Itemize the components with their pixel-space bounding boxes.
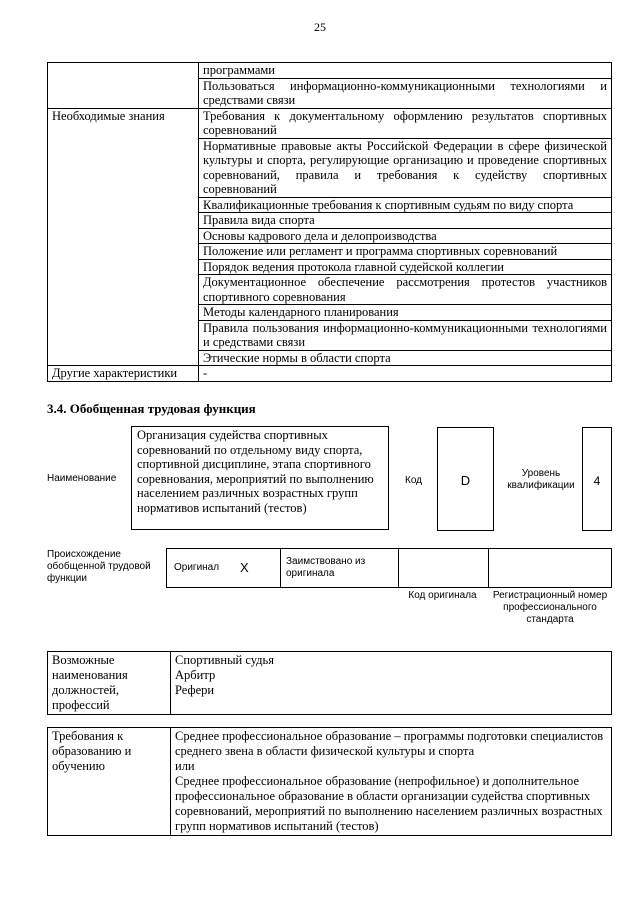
knowledge-skills-table	[47, 62, 612, 382]
original-mark: X	[240, 560, 249, 575]
divider	[280, 549, 281, 587]
list-item: программами	[199, 63, 612, 79]
table-row	[48, 108, 612, 138]
code-label: Код	[405, 475, 423, 486]
list-item: Квалификационные требования к спортивным судьям по виду спорта	[199, 197, 612, 213]
list-item: Порядок ведения протокола главной судейской коллегии	[199, 259, 612, 275]
divider	[488, 549, 489, 587]
divider	[398, 549, 399, 587]
list-item: Спортивный судья	[175, 653, 274, 667]
list-item: Этические нормы в области спорта	[199, 350, 612, 366]
list-item: Требования к документальному оформлению результатов спортивных соревнований	[199, 108, 612, 138]
table-row	[48, 366, 612, 382]
list-item: Рефери	[175, 683, 215, 697]
list-item: Положение или регламент и программа спортивных соревнований	[199, 244, 612, 260]
row-label-other: Другие характеристики	[48, 366, 199, 382]
list-item: Среднее профессиональное образование (непрофильное) и дополнительное профессиональное образование в области организации судейства спортивных соревнований, мероприятий по выполнению населением различных возрастных групп нормативов испытаний (тестов)	[175, 774, 603, 833]
list-item: или	[175, 759, 195, 773]
list-item: Правила вида спорта	[199, 213, 612, 229]
positions-label: Возможные наименования должностей, профессий	[48, 652, 171, 715]
reg-number-caption: Регистрационный номер профессионального стандарта	[492, 590, 608, 625]
table-row	[48, 652, 612, 715]
positions-values	[171, 652, 612, 715]
level-box	[582, 427, 612, 531]
level-value: 4	[593, 474, 601, 488]
original-label: Оригинал	[174, 562, 220, 573]
list-item: Пользоваться информационно-коммуникационными технологиями и средствами связи	[199, 78, 612, 108]
level-label: Уровень квалификации	[507, 468, 575, 491]
name-label: Наименование	[47, 473, 117, 484]
education-table	[47, 727, 612, 836]
list-item: Среднее профессиональное образование – программы подготовки специалистов среднего звена в области физической культуры и спорта	[175, 729, 604, 758]
list-item: Арбитр	[175, 668, 216, 682]
list-item: Основы кадрового дела и делопроизводства	[199, 228, 612, 244]
education-label: Требования к образованию и обучению	[48, 728, 171, 836]
table-row	[48, 63, 612, 79]
list-item: Нормативные правовые акты Российской Федерации в сфере физической культуры и спорта, регулирующие организацию и проведение спортивных соревнований, правила и требования к судейству спортивных соревнований	[199, 138, 612, 197]
code-box	[437, 427, 494, 531]
education-values	[171, 728, 612, 836]
function-name-box: Организация судейства спортивных соревнований по отдельному виду спорта, спортивной дисциплине, этапа спортивного соревнования, мероприятий по выполнению населением различных возрастных групп нормативов испытаний (тестов)	[131, 426, 389, 530]
page-number: 25	[314, 20, 326, 34]
origin-row	[166, 548, 612, 588]
table-row	[48, 728, 612, 836]
borrowed-label: Заимствовано из оригинала	[286, 556, 366, 579]
list-item: Правила пользования информационно-коммуникационными технологиями и средствами связи	[199, 320, 612, 350]
positions-table	[47, 651, 612, 715]
code-original-caption: Код оригинала	[408, 590, 477, 601]
list-item: -	[199, 366, 612, 382]
code-value: D	[460, 473, 471, 488]
row-label-required-knowledge: Необходимые знания	[48, 108, 199, 366]
origin-label: Происхождение обобщенной трудовой функции	[47, 549, 151, 584]
row-label-empty	[48, 63, 199, 109]
section-title: 3.4. Обобщенная трудовая функция	[47, 401, 256, 416]
list-item: Документационное обеспечение рассмотрения протестов участников спортивного соревнования	[199, 275, 612, 305]
list-item: Методы календарного планирования	[199, 305, 612, 321]
